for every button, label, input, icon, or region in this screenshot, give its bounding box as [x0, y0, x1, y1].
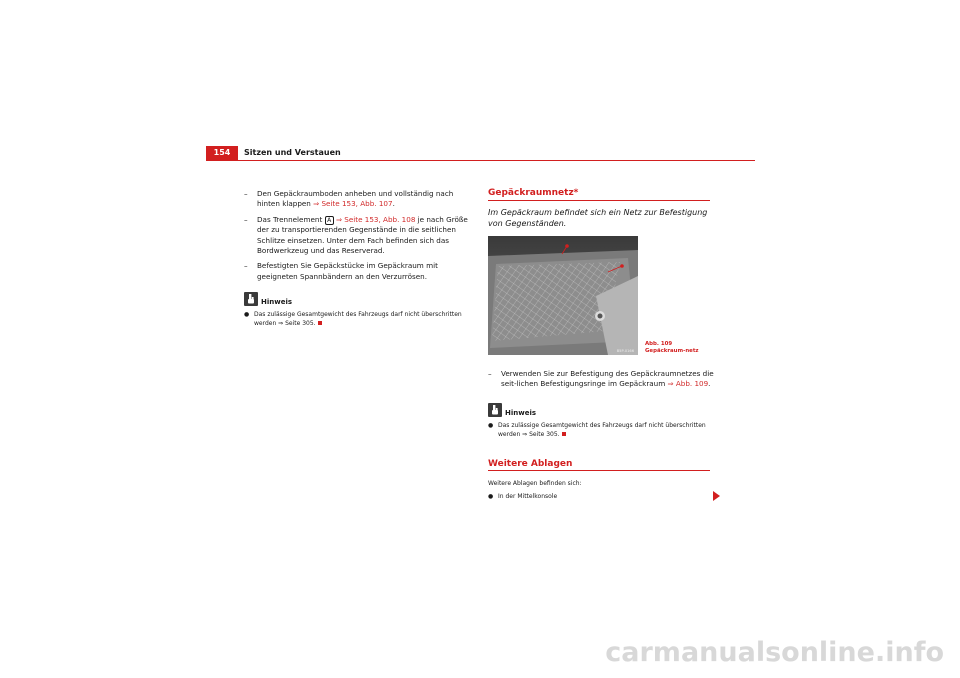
page-reference-link[interactable]: ⇒ Seite 153, Abb. 108 — [333, 214, 416, 224]
chapter-title: Sitzen und Verstauen — [244, 148, 341, 157]
cargo-net-figure — [488, 236, 638, 355]
continue-arrow-icon — [713, 491, 720, 501]
badge-a: A — [325, 216, 334, 225]
note-heading: Hinweis — [488, 403, 714, 417]
section-lead: Im Gepäckraum befindet sich ein Netz zur Befestigung von Gegenständen. — [488, 208, 708, 228]
note-text: ● Das zulässige Gesamtgewicht des Fahrzeugs darf nicht überschritten werden ⇒ Seite 305. — [488, 422, 706, 438]
note-right — [488, 403, 714, 439]
section-rule — [488, 470, 710, 471]
right-instruction — [488, 369, 714, 395]
section-title: Weitere Ablagen — [488, 459, 573, 469]
cargo-net-illustration — [488, 236, 638, 355]
figure-caption: Abb. 109 Gepäckraum-netz — [645, 341, 699, 354]
figure-reference-link[interactable]: ⇒ Abb. 109 — [667, 379, 709, 389]
section-rule — [488, 200, 710, 201]
list-item: – Verwenden Sie zur Befestigung des Gepäckraumnetzes die seit-lichen Befestigungsringe im Gepäckraum ⇒ Abb. 109. — [488, 369, 714, 389]
page-number: 154 — [206, 146, 238, 160]
left-column — [244, 189, 472, 287]
page-reference-link[interactable]: ⇒ Seite 153, Abb. 107 — [313, 199, 393, 209]
header-rule — [206, 160, 755, 161]
list-item: – Befestigten Sie Gepäckstücke im Gepäckraum mit geeigneten Spannbändern an den Verzurrösen. — [244, 261, 438, 281]
list-item: – Den Gepäckraumboden anheben und vollständig nach hinten klappen ⇒ Seite 153, Abb. 107. — [244, 189, 454, 209]
section-title: Gepäckraumnetz* — [488, 188, 579, 198]
note-left — [244, 292, 476, 328]
note-text: ● Das zulässige Gesamtgewicht des Fahrzeugs darf nicht überschritten werden ⇒ Seite 305. — [244, 311, 462, 327]
hand-pointing-icon — [244, 292, 258, 306]
section-intro: Weitere Ablagen befinden sich: — [488, 480, 582, 487]
list-item: – Das Trennelement A ⇒ Seite 153, Abb. 108 je nach Größe der zu transportierenden Gegenstände in die seitlichen Schlitze einsetzen. Unter dem Fach befinden sich das Bordwerkzeug und das Reserverad. — [244, 214, 468, 256]
hand-pointing-icon — [488, 403, 502, 417]
note-heading: Hinweis — [244, 292, 476, 306]
end-marker — [562, 432, 566, 436]
figure-code: B5P-0166 — [616, 349, 634, 353]
watermark: carmanualsonline.info — [605, 637, 944, 668]
bullet-item: ● In der Mittelkonsole — [488, 493, 558, 500]
end-marker — [318, 321, 322, 325]
